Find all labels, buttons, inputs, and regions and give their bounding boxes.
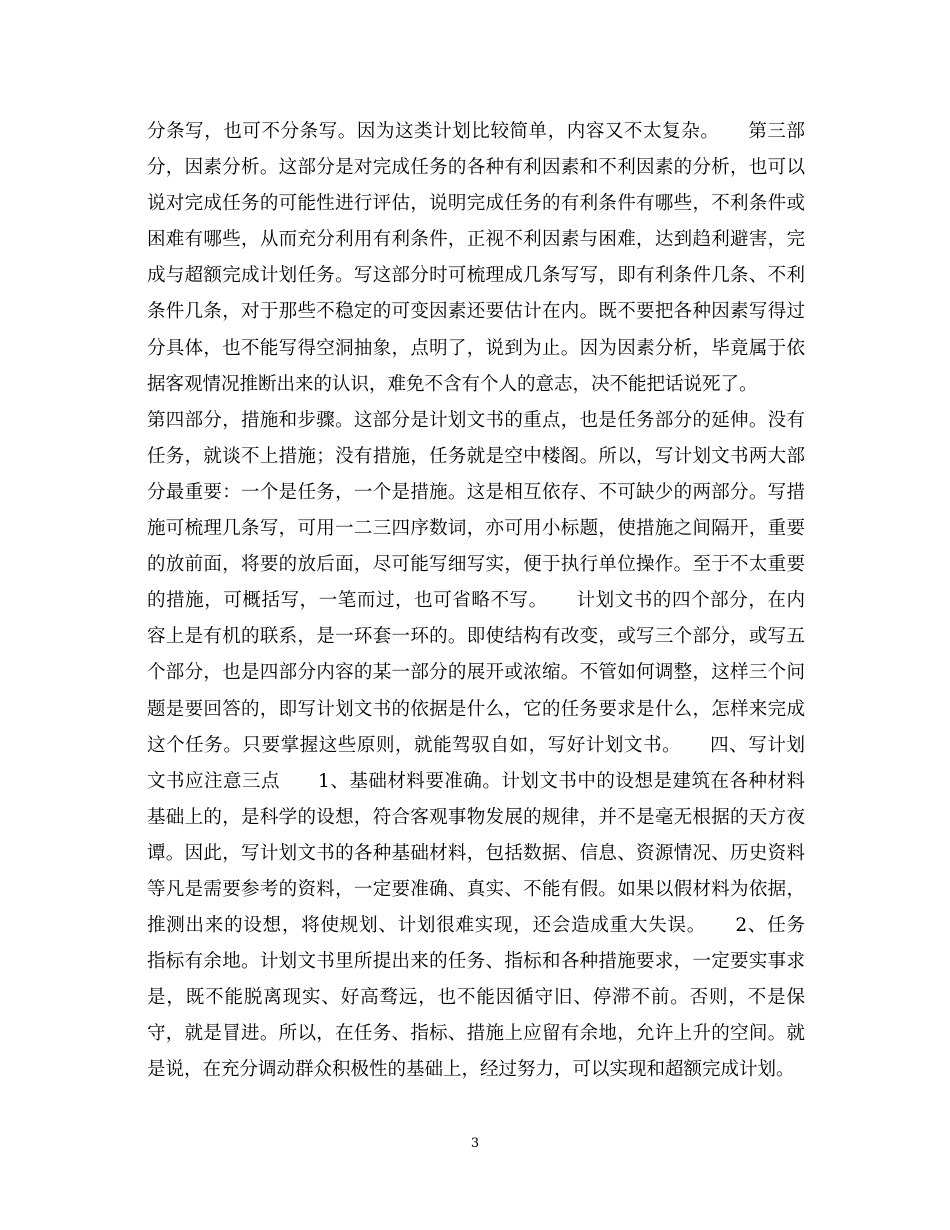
text-line: 谭。因此，写计划文书的各种基础材料，包括数据、信息、资源情况、历史资料 bbox=[147, 842, 805, 864]
text-line: 困难有哪些，从而充分利用有利条件，正视不利因素与困难，达到趋利避害，完 bbox=[147, 229, 805, 251]
text-line: 说对完成任务的可能性进行评估，说明完成任务的有利条件有哪些，不利条件或 bbox=[147, 193, 805, 215]
text-line: 推测出来的设想，将使规划、计划很难实现，还会造成重大失误。 2、任务 bbox=[147, 915, 805, 937]
text-line: 分具体，也不能写得空洞抽象，点明了，说到为止。因为因素分析，毕竟属于依 bbox=[147, 337, 805, 359]
text-line: 第四部分，措施和步骤。这部分是计划文书的重点，也是任务部分的延伸。没有 bbox=[147, 409, 805, 431]
body-text bbox=[147, 114, 805, 1089]
text-line: 守，就是冒进。所以，在任务、指标、措施上应留有余地，允许上升的空间。就 bbox=[147, 1023, 805, 1045]
text-line: 分最重要：一个是任务，一个是措施。这是相互依存、不可缺少的两部分。写措 bbox=[147, 481, 805, 503]
text-line: 这个任务。只要掌握这些原则，就能驾驭自如，写好计划文书。 四、写计划 bbox=[147, 734, 805, 756]
text-line: 成与超额完成计划任务。写这部分时可梳理成几条写写，即有利条件几条、不利 bbox=[147, 265, 805, 287]
text-line: 条件几条，对于那些不稳定的可变因素还要估计在内。既不要把各种因素写得过 bbox=[147, 301, 805, 323]
text-line: 分，因素分析。这部分是对完成任务的各种有利因素和不利因素的分析，也可以 bbox=[147, 157, 805, 179]
text-line: 任务，就谈不上措施；没有措施，任务就是空中楼阁。所以，写计划文书两大部 bbox=[147, 445, 805, 467]
text-line: 个部分，也是四部分内容的某一部分的展开或浓缩。不管如何调整，这样三个问 bbox=[147, 662, 805, 684]
text-line: 是说，在充分调动群众积极性的基础上，经过努力，可以实现和超额完成计划。 bbox=[147, 1059, 795, 1081]
text-line: 容上是有机的联系，是一环套一环的。即使结构有改变，或写三个部分，或写五 bbox=[147, 626, 805, 648]
text-line: 施可梳理几条写，可用一二三四序数词，亦可用小标题，使措施之间隔开，重要 bbox=[147, 518, 805, 540]
text-line: 题是要回答的，即写计划文书的依据是什么，它的任务要求是什么，怎样来完成 bbox=[147, 698, 805, 720]
text-line: 等凡是需要参考的资料，一定要准确、真实、不能有假。如果以假材料为依据， bbox=[147, 878, 805, 900]
text-line: 据客观情况推断出来的认识，难免不含有个人的意志，决不能把话说死了。 bbox=[147, 373, 758, 395]
text-line: 分条写，也可不分条写。因为这类计划比较简单，内容又不太复杂。 第三部 bbox=[147, 121, 805, 142]
text-line: 文书应注意三点 1、基础材料要准确。计划文书中的设想是建筑在各种材料 bbox=[147, 770, 805, 792]
text-line: 的放前面，将要的放后面，尽可能写细写实，便于执行单位操作。至于不太重要 bbox=[147, 554, 805, 576]
text-line: 的措施，可概括写，一笔而过，也可省略不写。 计划文书的四个部分，在内 bbox=[147, 590, 805, 612]
page-number: 3 bbox=[470, 1136, 480, 1151]
text-line: 指标有余地。计划文书里所提出来的任务、指标和各种措施要求，一定要实事求 bbox=[147, 951, 805, 973]
text-line: 是，既不能脱离现实、好高骛远，也不能因循守旧、停滞不前。否则，不是保 bbox=[147, 987, 805, 1009]
text-line: 基础上的，是科学的设想，符合客观事物发展的规律，并不是毫无根据的天方夜 bbox=[147, 806, 805, 828]
